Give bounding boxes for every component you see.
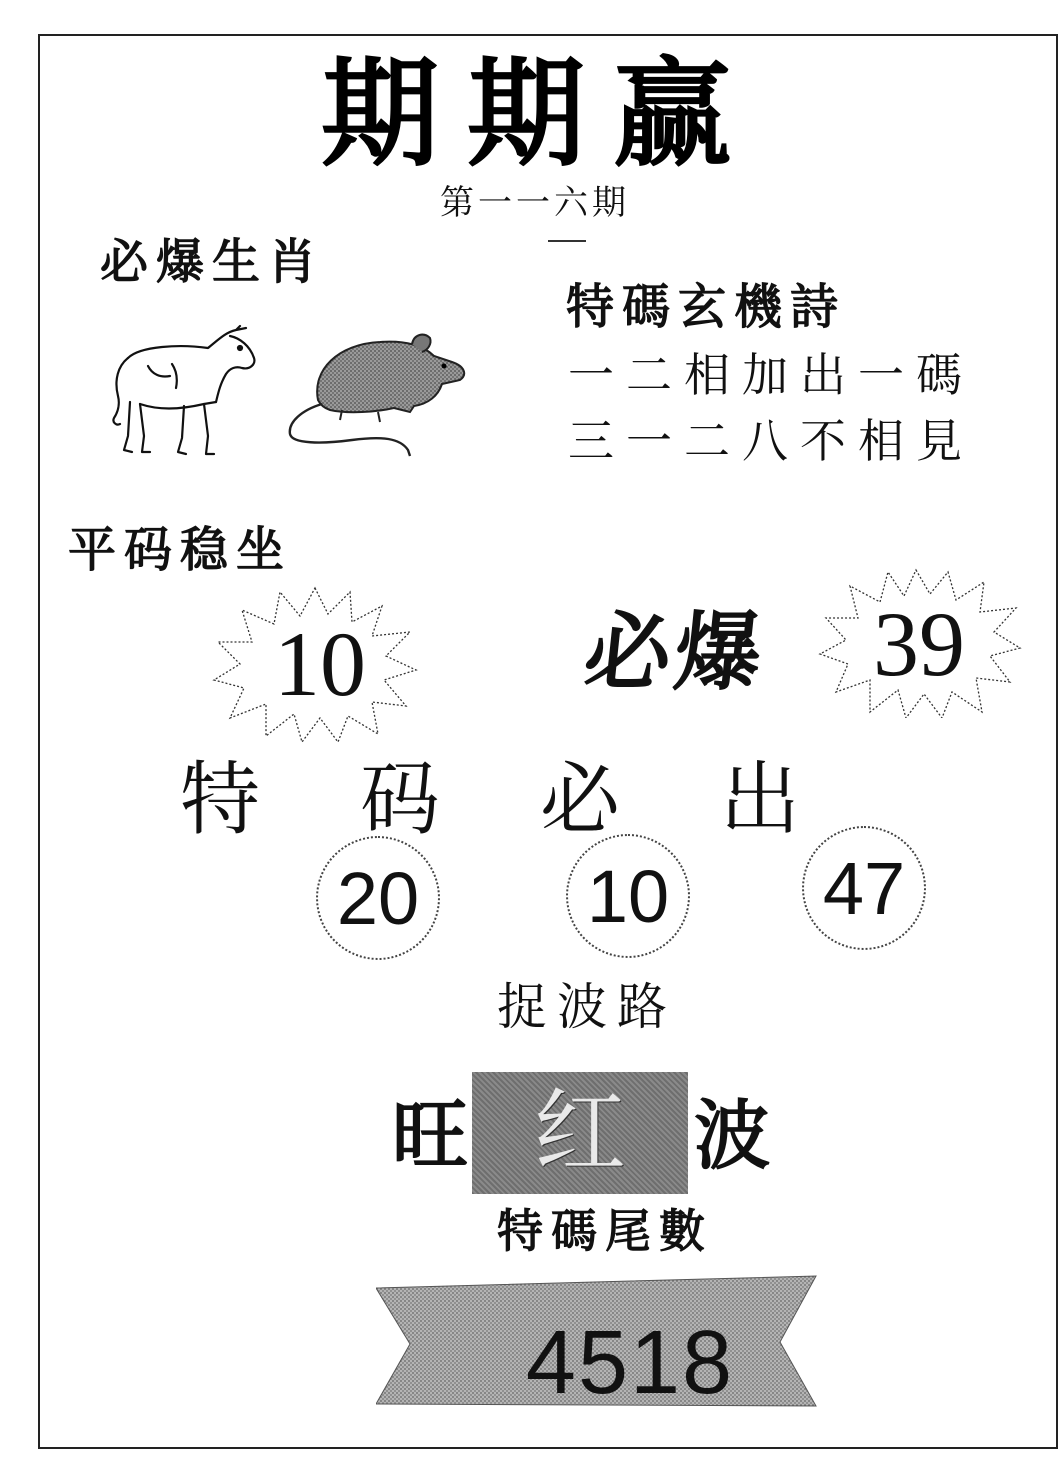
tail-digits: 4518 (525, 1313, 735, 1413)
ox-icon (100, 318, 260, 463)
wave-prefix: 旺 (392, 1091, 468, 1180)
poem-heading: 特碼玄機詩 (566, 279, 847, 335)
explode-number: 39 (873, 593, 965, 695)
special-code-char: 码 (360, 753, 440, 846)
special-number-circle: 47 (802, 826, 926, 950)
poem-line-2: 三一二八不相見 (568, 414, 974, 468)
wave-suffix: 波 (694, 1091, 770, 1180)
flat-code-heading: 平码稳坐 (68, 522, 293, 578)
divider (548, 240, 586, 242)
rat-icon (282, 326, 472, 461)
wave-color-box (472, 1072, 688, 1194)
special-code-char: 特 (180, 753, 260, 846)
wave-heading: 捉波路 (497, 978, 677, 1036)
explode-label: 必爆 (579, 603, 771, 703)
special-code-char: 必 (540, 753, 620, 846)
zodiac-heading: 必爆生肖 (100, 234, 325, 290)
special-number-circle: 10 (566, 834, 690, 958)
tail-heading: 特碼尾數 (497, 1204, 713, 1258)
special-code-char: 出 (720, 753, 800, 846)
special-code-heading (180, 753, 800, 846)
poem-line-1: 一二相加出一碼 (568, 348, 974, 402)
special-number-circle: 20 (316, 836, 440, 960)
page-title: 期期赢 (320, 45, 759, 183)
wave-color-word: 红 (533, 1079, 626, 1186)
flat-code-number: 10 (274, 613, 366, 715)
issue-number: 第一一六期 (440, 183, 630, 223)
